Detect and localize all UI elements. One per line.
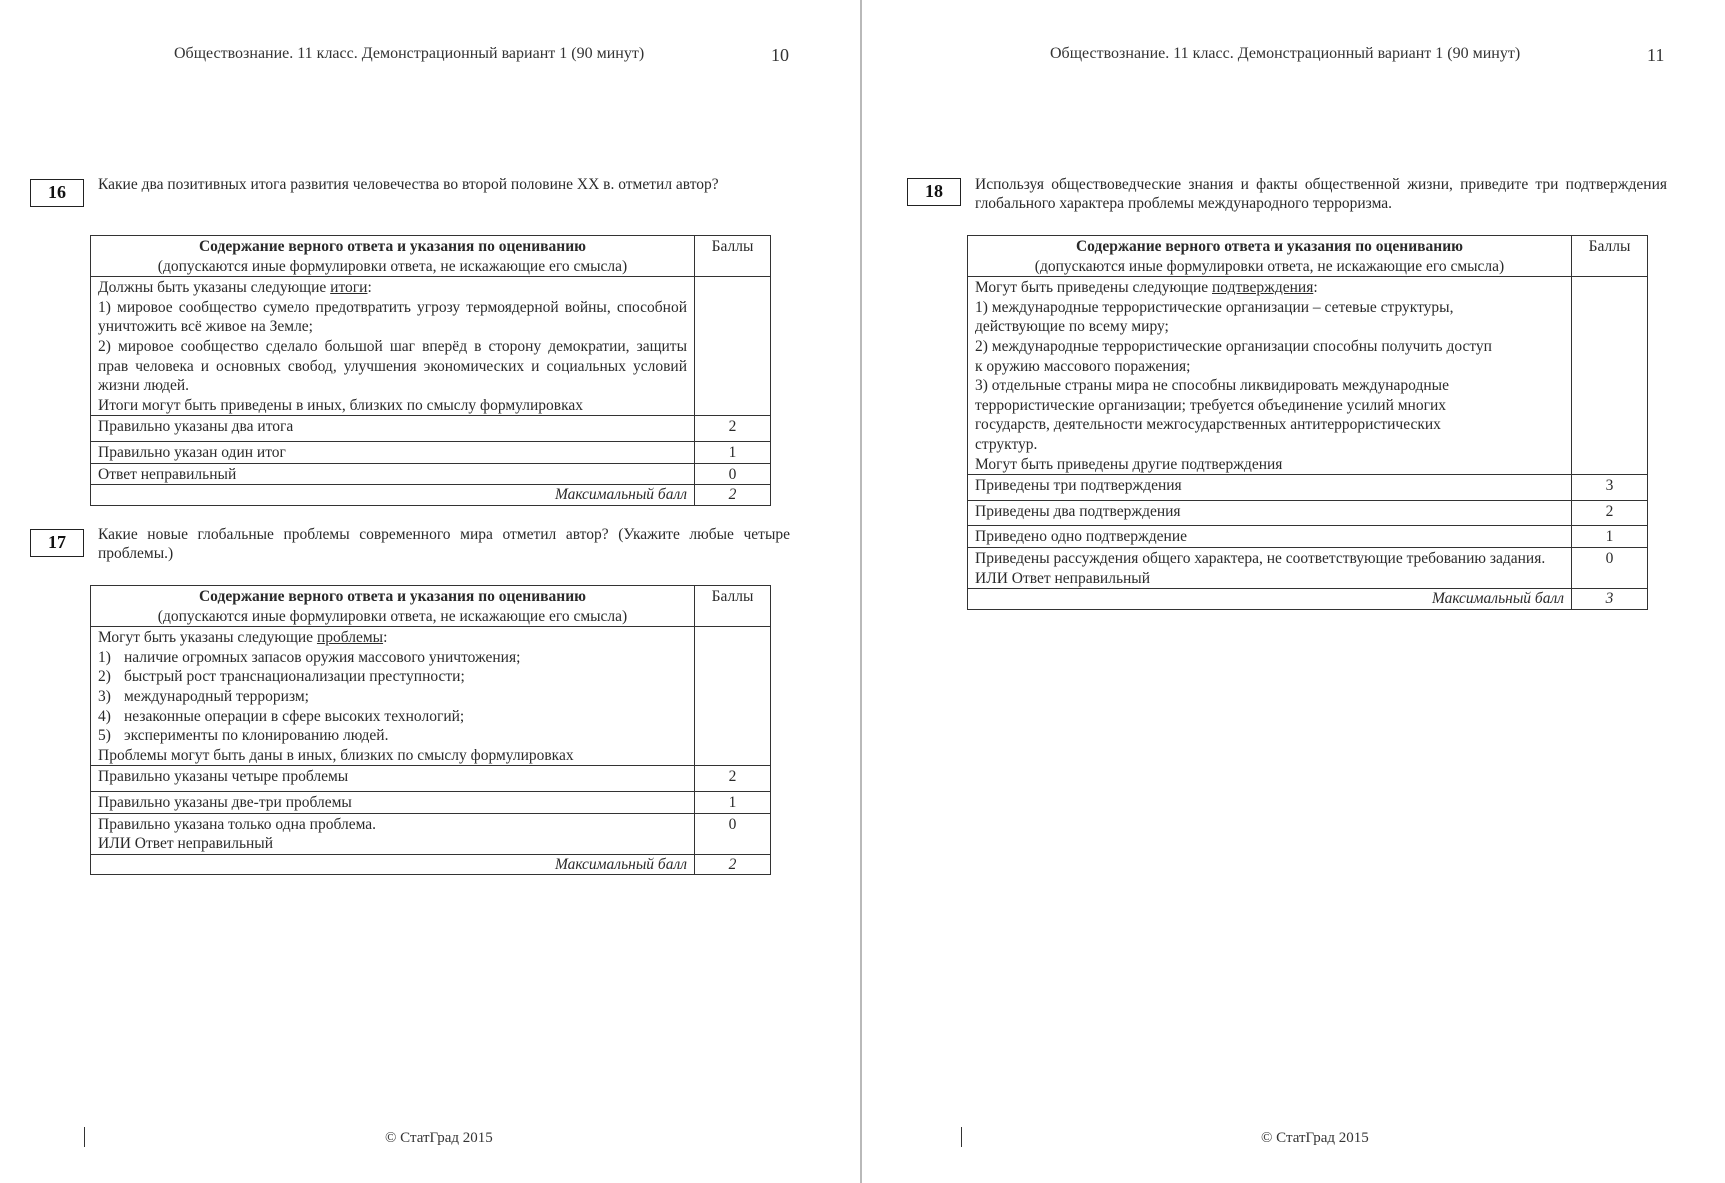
intro-suffix: : bbox=[367, 279, 372, 297]
answer-content-cell bbox=[91, 277, 695, 416]
header-content-cell bbox=[968, 236, 1572, 277]
list-item: 2) мировое сообщество сделало большой шаг вперёд в сторону демократии, защиты прав человека и основных свобод, улучшения экономических и социальных условий жизни людей. bbox=[98, 337, 687, 395]
content-row bbox=[91, 627, 771, 766]
max-score-value: 3 bbox=[1572, 589, 1648, 610]
page-divider bbox=[860, 0, 862, 1183]
criteria-text: Приведены три подтверждения bbox=[968, 475, 1572, 501]
intro-underlined: проблемы bbox=[316, 629, 384, 647]
page-header: Обществознание. 11 класс. Демонстрационный вариант 1 (90 минут) bbox=[174, 45, 645, 62]
list-item-number: 5) bbox=[98, 727, 111, 745]
score-cell-empty bbox=[695, 277, 771, 416]
question-text-18: Используя обществоведческие знания и факты общественной жизни, приведите три подтверждения глобального характера проблемы международного терроризма. bbox=[975, 176, 1667, 212]
list-item-number: 4) bbox=[98, 707, 111, 725]
header-content-cell bbox=[91, 236, 695, 277]
intro-underlined: итоги bbox=[330, 279, 368, 297]
max-score-label: Максимальный балл bbox=[968, 589, 1572, 610]
criteria-row bbox=[91, 441, 771, 463]
criteria-row bbox=[91, 791, 771, 813]
question-number-17: 17 bbox=[30, 529, 84, 557]
page-header: Обществознание. 11 класс. Демонстрационный вариант 1 (90 минут) bbox=[1050, 45, 1521, 62]
content-line: террористические организации; требуется объединение усилий многих bbox=[975, 396, 1446, 414]
list-item bbox=[98, 648, 687, 668]
list-item bbox=[98, 707, 687, 727]
criteria-cell bbox=[968, 547, 1572, 588]
content-line: структур. bbox=[975, 435, 1038, 453]
criteria-row bbox=[91, 416, 771, 442]
max-score-label: Максимальный балл bbox=[91, 485, 695, 506]
criteria-row bbox=[968, 547, 1648, 588]
list-item-text: наличие огромных запасов оружия массового уничтожения; bbox=[124, 648, 521, 666]
max-score-label: Максимальный балл bbox=[91, 854, 695, 875]
page-number: 10 bbox=[771, 45, 789, 65]
answer-table-16 bbox=[90, 235, 771, 506]
list-item bbox=[98, 667, 687, 687]
content-line: 1) международные террористические организации – сетевые структуры, bbox=[975, 298, 1454, 316]
header-score: Баллы bbox=[695, 586, 771, 627]
content-line: 3) отдельные страны мира не способны ликвидировать международные bbox=[975, 377, 1449, 395]
criteria-row bbox=[91, 813, 771, 854]
answer-note: Итоги могут быть приведены в иных, близких по смыслу формулировках bbox=[98, 396, 583, 414]
criteria-cell bbox=[91, 813, 695, 854]
header-content-cell bbox=[91, 586, 695, 627]
intro-prefix: Должны быть указаны следующие bbox=[98, 279, 331, 297]
list-item-text: быстрый рост транснационализации преступности; bbox=[124, 668, 465, 686]
criteria-row bbox=[968, 500, 1648, 526]
header-sub: (допускаются иные формулировки ответа, не искажающие его смысла) bbox=[157, 607, 628, 625]
criteria-text: Ответ неправильный bbox=[91, 463, 695, 485]
answer-content-cell bbox=[91, 627, 695, 766]
intro-suffix: : bbox=[1313, 279, 1318, 297]
list-item-text: международный терроризм; bbox=[124, 687, 309, 705]
criteria-text: Приведены рассуждения общего характера, не соответствующие требованию задания. bbox=[975, 549, 1546, 567]
header-score: Баллы bbox=[1572, 236, 1648, 277]
criteria-row bbox=[968, 526, 1648, 548]
list-item-text: незаконные операции в сфере высоких технологий; bbox=[124, 707, 465, 725]
question-number-18: 18 bbox=[907, 178, 961, 206]
score-cell-empty bbox=[695, 627, 771, 766]
header-sub: (допускаются иные формулировки ответа, не искажающие его смысла) bbox=[1034, 257, 1505, 275]
list-item bbox=[98, 687, 687, 707]
answer-table-17 bbox=[90, 585, 771, 875]
page-right bbox=[863, 0, 1725, 1183]
intro-prefix: Могут быть указаны следующие bbox=[98, 629, 317, 647]
criteria-score: 3 bbox=[1572, 475, 1648, 501]
page-left bbox=[0, 0, 860, 1183]
header-main: Содержание верного ответа и указания по оцениванию bbox=[198, 238, 586, 255]
content-line: 2) международные террористические организации способны получить доступ bbox=[975, 337, 1492, 355]
list-item-text: эксперименты по клонированию людей. bbox=[124, 727, 389, 745]
intro-underlined: подтверждения bbox=[1212, 279, 1314, 297]
criteria-text-alt: ИЛИ Ответ неправильный bbox=[98, 835, 274, 853]
criteria-score: 0 bbox=[695, 463, 771, 485]
question-text-17: Какие новые глобальные проблемы современного мира отметил автор? (Укажите любые четыре проблемы.) bbox=[98, 526, 790, 562]
intro-line bbox=[975, 278, 1564, 298]
max-score-row bbox=[91, 485, 771, 506]
criteria-text: Правильно указана только одна проблема. bbox=[98, 815, 377, 833]
list-item-number: 3) bbox=[98, 687, 111, 705]
list-item: 1) мировое сообщество сумело предотвратить угрозу термоядерной войны, способной уничтожить всё живое на Земле; bbox=[98, 298, 687, 336]
criteria-score: 2 bbox=[695, 416, 771, 442]
answer-table-18 bbox=[967, 235, 1648, 610]
intro-line bbox=[98, 628, 687, 648]
criteria-score: 1 bbox=[1572, 526, 1648, 548]
criteria-score: 2 bbox=[695, 766, 771, 792]
answer-content-cell bbox=[968, 277, 1572, 475]
criteria-text: Приведено одно подтверждение bbox=[968, 526, 1572, 548]
criteria-score: 1 bbox=[695, 791, 771, 813]
criteria-score: 2 bbox=[1572, 500, 1648, 526]
content-line: к оружию массового поражения; bbox=[975, 357, 1191, 375]
intro-suffix: : bbox=[383, 629, 388, 647]
criteria-text: Правильно указаны два итога bbox=[91, 416, 695, 442]
content-line: государств, деятельности межгосударственных антитеррористических bbox=[975, 416, 1441, 434]
page-footer: © СтатГрад 2015 bbox=[385, 1130, 493, 1146]
header-main: Содержание верного ответа и указания по оцениванию bbox=[198, 588, 586, 605]
criteria-row bbox=[91, 766, 771, 792]
score-cell-empty bbox=[1572, 277, 1648, 475]
content-row bbox=[968, 277, 1648, 475]
max-score-row bbox=[91, 854, 771, 875]
intro-prefix: Могут быть приведены следующие bbox=[975, 279, 1213, 297]
criteria-text-alt: ИЛИ Ответ неправильный bbox=[975, 569, 1151, 587]
criteria-row bbox=[91, 463, 771, 485]
footer-mark bbox=[84, 1127, 85, 1147]
criteria-score: 1 bbox=[695, 441, 771, 463]
header-main: Содержание верного ответа и указания по оцениванию bbox=[1075, 238, 1463, 255]
criteria-score: 0 bbox=[695, 813, 771, 854]
question-text-16: Какие два позитивных итога развития человечества во второй половине XX в. отметил автор? bbox=[98, 176, 719, 193]
table-header-row bbox=[91, 586, 771, 627]
content-row bbox=[91, 277, 771, 416]
intro-line bbox=[98, 278, 687, 298]
content-line: действующие по всему миру; bbox=[975, 318, 1169, 336]
list-item-number: 2) bbox=[98, 668, 111, 686]
max-score-row bbox=[968, 589, 1648, 610]
header-score: Баллы bbox=[695, 236, 771, 277]
criteria-score: 0 bbox=[1572, 547, 1648, 588]
question-number-16: 16 bbox=[30, 179, 84, 207]
list-item bbox=[98, 726, 687, 746]
criteria-text: Правильно указаны две-три проблемы bbox=[91, 791, 695, 813]
page-footer: © СтатГрад 2015 bbox=[1261, 1130, 1369, 1146]
max-score-value: 2 bbox=[695, 485, 771, 506]
page-number: 11 bbox=[1647, 45, 1665, 65]
criteria-text: Правильно указаны четыре проблемы bbox=[91, 766, 695, 792]
table-header-row bbox=[968, 236, 1648, 277]
table-header-row bbox=[91, 236, 771, 277]
header-sub: (допускаются иные формулировки ответа, не искажающие его смысла) bbox=[157, 257, 628, 275]
answer-note: Могут быть приведены другие подтверждения bbox=[975, 455, 1283, 473]
criteria-text: Правильно указан один итог bbox=[91, 441, 695, 463]
criteria-text: Приведены два подтверждения bbox=[968, 500, 1572, 526]
criteria-row bbox=[968, 475, 1648, 501]
max-score-value: 2 bbox=[695, 854, 771, 875]
footer-mark bbox=[961, 1127, 962, 1147]
list-item-number: 1) bbox=[98, 648, 111, 666]
answer-note: Проблемы могут быть даны в иных, близких по смыслу формулировках bbox=[98, 746, 574, 764]
